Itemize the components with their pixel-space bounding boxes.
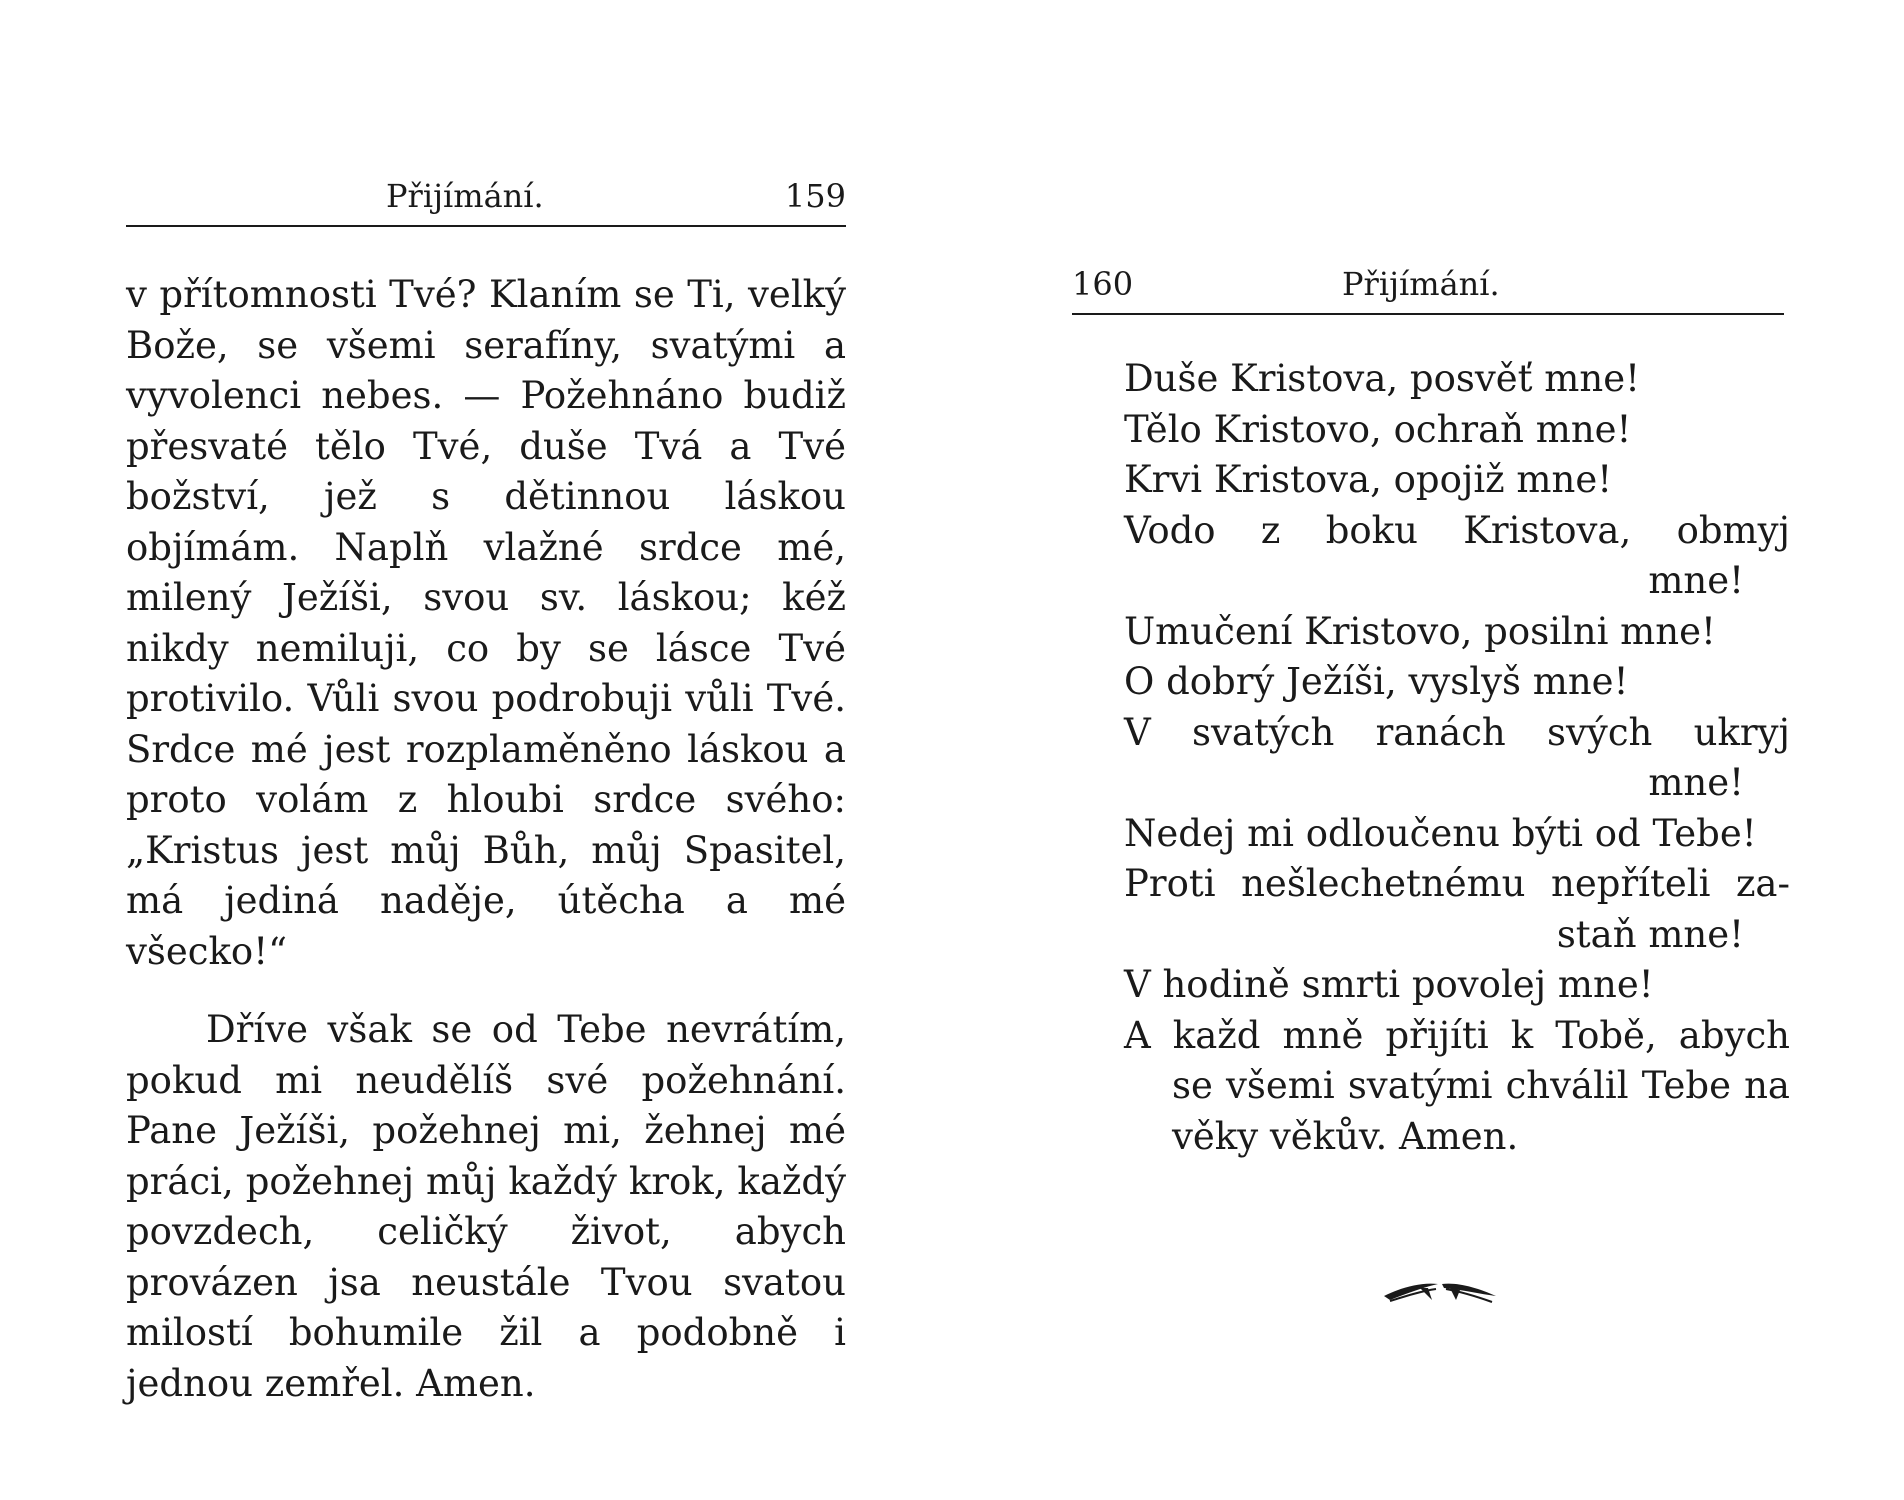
prayer-line: A každ mně přijíti k Tobě, abych	[1124, 1013, 1790, 1057]
prayer-line: V hodině smrti povolej mne!	[1124, 963, 1654, 1006]
prayer-line-continuation: mne!	[1648, 761, 1744, 804]
paragraph: Dříve však se od Tebe nevrátím, pokud mi neudělíš své požehnání. Pane Ježíši, požehnej mi, žehnej mé práci, požehnej můj každý krok, každý povzdech, celičký život, abych provázen jsa neustále Tvou svatou milostí bohumile žil a podobně i jednou zemřel. Amen.	[126, 1008, 846, 1405]
prayer-text	[126, 270, 846, 1409]
prayer-line: O dobrý Ježíši, vyslyš mne!	[1124, 660, 1629, 703]
page-number: 159	[784, 177, 846, 215]
prayer-line: Nedej mi odloučenu býti od Tebe!	[1124, 811, 1757, 855]
tailpiece-ornament-icon	[1380, 1270, 1500, 1310]
prayer-line-hanging: se všemi svatými chválil Tebe na věky věkův. Amen.	[1172, 1064, 1790, 1158]
running-head-title: Přijímání.	[386, 177, 544, 215]
prayer-line: Proti nešlechetnému nepříteli za-	[1124, 862, 1790, 905]
prayer-line: V svatých ranách svých ukryj	[1124, 710, 1790, 754]
prayer-line: Duše Kristova, posvěť mne!	[1124, 357, 1640, 400]
prayer-line: Umučení Kristovo, posilni mne!	[1124, 609, 1716, 653]
paragraph: v přítomnosti Tvé? Klaním se Ti, velký Bože, se všemi serafíny, svatými a vyvolenci nebes. — Požehnáno budiž přesvaté tělo Tvé, duše Tvá a Tvé božství, jež s dětinnou láskou objímám. Naplň vlažné srdce mé, milený Ježíši, svou sv. láskou; kéž nikdy nemiluji, co by se lásce Tvé protivilo. Vůli svou podrobuji vůli Tvé. Srdce mé jest rozplaměněno láskou a proto volám z hloubi srdce svého: „Kristus jest můj Bůh, můj Spasitel, má jediná naděje, útěcha a mé všecko!“	[126, 273, 846, 973]
prayer-line: Krvi Kristova, opojiž mne!	[1124, 458, 1613, 501]
running-head-title: Přijímání.	[1342, 265, 1500, 303]
header-rule	[1072, 313, 1784, 315]
prayer-line: Vodo z boku Kristova, obmyj	[1124, 508, 1790, 552]
anima-christi-prayer	[1124, 354, 1790, 1162]
prayer-line: Tělo Kristovo, ochraň mne!	[1124, 407, 1632, 451]
page-number: 160	[1072, 265, 1134, 303]
prayer-line-continuation: staň mne!	[1556, 912, 1744, 956]
header-rule	[126, 225, 846, 227]
prayer-line-continuation: mne!	[1648, 559, 1744, 602]
